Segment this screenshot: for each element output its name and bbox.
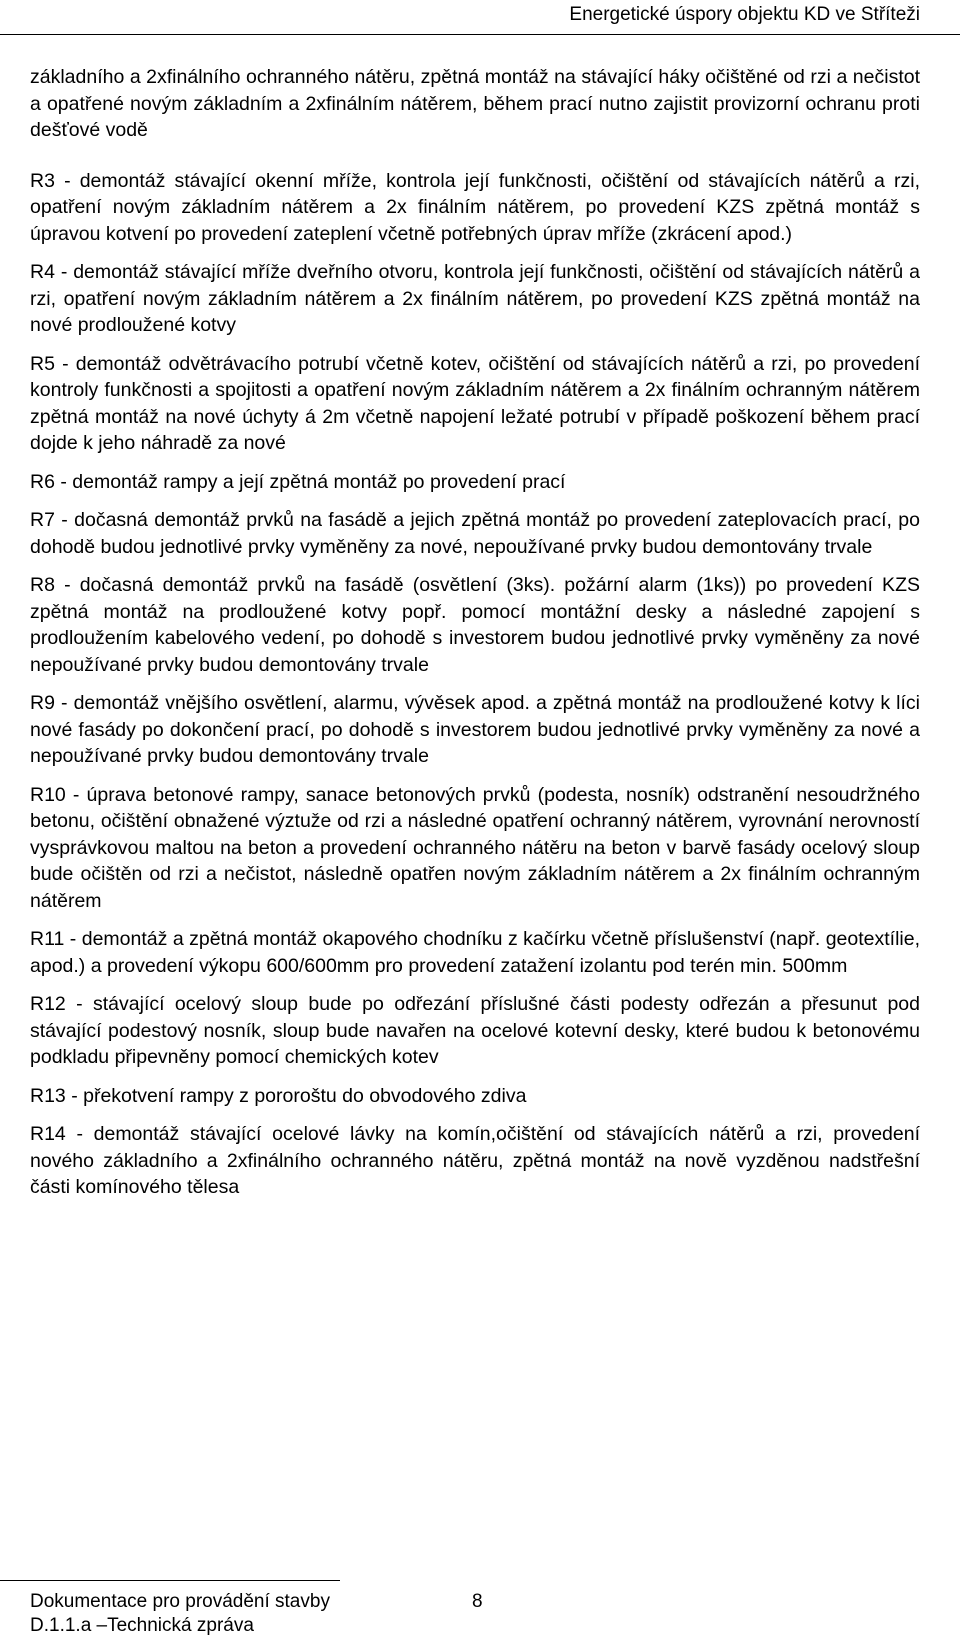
paragraph-r5: R5 - demontáž odvětrávacího potrubí včetně kotev, očištění od stávajících nátěrů a rzi, po provedení kontroly funkčnosti a spojitosti a opatření novým základním nátěrem a 2x finálním ochranným nátěrem zpětná montáž na nové úchyty á 2m včetně napojení ležaté potrubí v případě poškození během prací dojde k jeho náhradě za nové	[30, 352, 920, 454]
paragraph-r11: R11 - demontáž a zpětná montáž okapového chodníku z kačírku včetně příslušenství (např. geotextílie, apod.) a provedení výkopu 600/600mm pro provedení zatažení izolantu pod terén min. 500mm	[30, 928, 920, 977]
footer-divider	[0, 1580, 340, 1581]
paragraph-r13: R13 - překotvení rampy z pororoštu do obvodového zdiva	[30, 1084, 527, 1107]
paragraph-r7: R7 - dočasná demontáž prvků na fasádě a jejich zpětná montáž po provedení zateplovacích prací, po dohodě budou jednotlivé prvky vyměněny za nové, nepoužívané prvky budou demontovány trvale	[30, 509, 920, 558]
paragraph-r4: R4 - demontáž stávající mříže dveřního otvoru, kontrola její funkčnosti, očištění od stávajících nátěrů a rzi, opatření novým základním nátěrem a 2x finálním nátěrem, po provedení KZS zpětná montáž na nové prodloužené kotvy	[30, 261, 920, 336]
document-title: Energetické úspory objektu KD ve Stříteži	[569, 4, 920, 25]
footer-section-label: D.1.1.a –Technická zpráva	[30, 1615, 254, 1636]
header-divider	[0, 34, 960, 35]
paragraph-r8: R8 - dočasná demontáž prvků na fasádě (osvětlení (3ks). požární alarm (1ks)) po provedení KZS zpětná montáž na prodloužené kotvy popř. pomocí montážní desky a následné zapojení s prodloužením kabelového vedení, po dohodě s investorem budou jednotlivé prvky vyměněny za nové nepoužívané prvky budou demontovány trvale	[30, 574, 920, 676]
page-number: 8	[472, 1591, 483, 1612]
paragraph-r14: R14 - demontáž stávající ocelové lávky na komín,očištění od stávajících nátěrů a rzi, provedení nového základního a 2xfinálního ochranného nátěru, zpětná montáž na nově vyzděnou nadstřešní části komínového tělesa	[30, 1123, 920, 1198]
document-body	[30, 64, 920, 1213]
footer-document-type: Dokumentace pro provádění stavby	[30, 1591, 330, 1612]
paragraph-r3: R3 - demontáž stávající okenní mříže, kontrola její funkčnosti, očištění od stávajících nátěrů a rzi, opatření novým základním nátěrem a 2x finálním nátěrem, po provedení KZS zpětná montáž s úpravou kotvení po provedení zateplení včetně potřebných úprav mříže (zkrácení apod.)	[30, 169, 920, 245]
paragraph-r9: R9 - demontáž vnějšího osvětlení, alarmu, vývěsek apod. a zpětná montáž na prodloužené kotvy k líci nové fasády po dokončení prací, po dohodě s investorem budou jednotlivé prvky vyměněny za nové a nepoužívané prvky budou demontovány trvale	[30, 692, 920, 767]
paragraph-r12: R12 - stávající ocelový sloup bude po odřezání příslušné části podesty odřezán a přesunut pod stávající podestový nosník, sloup bude navařen na ocelové kotevní desky, které budou k betonovému podkladu připevněny pomocí chemických kotev	[30, 993, 920, 1068]
paragraph-r6: R6 - demontáž rampy a její zpětná montáž po provedení prací	[30, 470, 566, 493]
page-header	[0, 0, 960, 40]
paragraph-continuation: základního a 2xfinálního ochranného nátěru, zpětná montáž na stávající háky očištěné od rzi a nečistot a opatřené novým základním a 2xfinálním nátěrem, během prací nutno zajistit provizorní ochranu proti dešťové vodě	[30, 66, 920, 141]
paragraph-r10: R10 - úprava betonové rampy, sanace betonových prvků (podesta, nosník) odstranění nesoudržného betonu, očištění obnažené výztuže od rzi a následné opatření ochranný nátěrem, vyrovnání nerovností vysprávkovou maltou na beton a provedení ochranného nátěru na beton v barvě fasády ocelový sloup bude očištěn od rzi a nečistot, následně opatřen novým základním nátěrem a 2x finálním ochranným nátěrem	[30, 783, 920, 912]
page-footer	[0, 1580, 960, 1642]
